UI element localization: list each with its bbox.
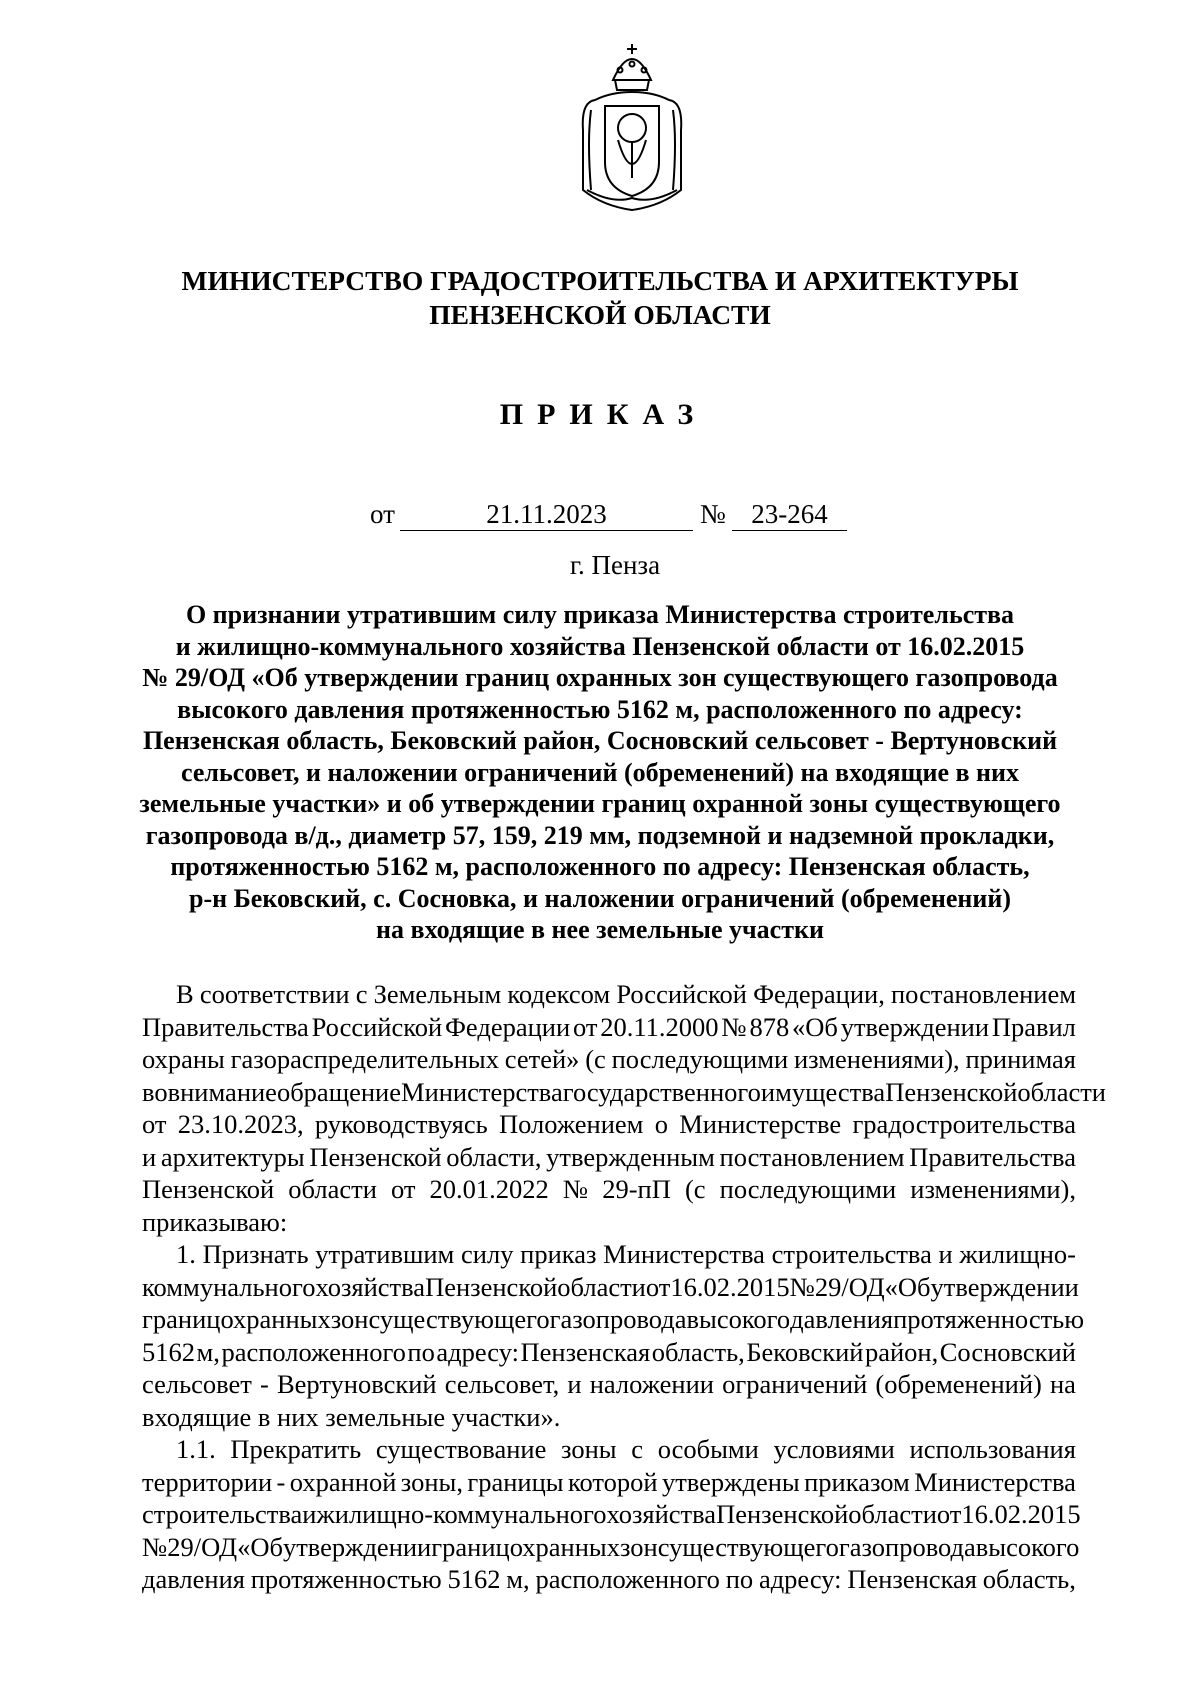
body-word: Российской	[311, 1011, 443, 1042]
body-word: газораспределительных	[230, 1044, 499, 1074]
body-word: №	[721, 1011, 747, 1042]
body-word: жилищно-	[959, 1239, 1076, 1269]
body-word: -	[260, 1369, 269, 1399]
body-word: 29-пП	[602, 1174, 671, 1204]
body-line	[142, 1076, 1106, 1109]
body-word: расположенного	[535, 1564, 720, 1594]
body-word: (с	[585, 1044, 606, 1074]
body-word: Прекратить	[230, 1434, 362, 1464]
body-word: утверждении	[282, 1531, 432, 1562]
document-title	[0, 599, 1200, 946]
body-word: во	[142, 1076, 168, 1107]
body-word: 23.10.2023,	[177, 1109, 304, 1139]
title-line: № 29/ОД «Об утверждении границ охранных зон существующего газопровода	[142, 663, 1058, 692]
body-word: 878	[749, 1011, 790, 1042]
body-word: о	[654, 1109, 668, 1139]
document-date: 21.11.2023	[400, 498, 693, 531]
body-word: №	[562, 1174, 589, 1204]
body-word: газопровода	[838, 1531, 976, 1562]
body-word: хозяйства	[315, 1271, 426, 1302]
body-word: от	[390, 1174, 416, 1204]
body-word: Пензенская	[847, 1564, 977, 1594]
body-word: зон	[330, 1304, 369, 1334]
body-line	[142, 1141, 1076, 1174]
body-word: строительства	[771, 1239, 932, 1269]
body-word: от	[572, 1011, 598, 1042]
body-word: приказ	[520, 1239, 597, 1269]
body-word: зоны,	[400, 1466, 463, 1497]
body-word: 20.11.2000	[600, 1011, 719, 1042]
body-word: изменениями),	[793, 1044, 960, 1074]
document-body	[142, 978, 1106, 1596]
city-line: г. Пенза	[569, 550, 661, 580]
body-word: условиями	[773, 1434, 895, 1464]
body-word: Министерства	[401, 1076, 563, 1107]
title-line: сельсовет, и наложении ограничений (обременений) на входящие в них	[180, 757, 1020, 787]
body-word: кодексом	[507, 979, 611, 1009]
body-word: 1.1.	[176, 1434, 216, 1464]
body-word: изменениями),	[910, 1174, 1076, 1204]
body-word: обращение	[276, 1076, 401, 1107]
body-word: охраны	[142, 1044, 225, 1074]
body-word: утверждении	[930, 1271, 1079, 1302]
ministry-name-line: ПЕНЗЕНСКОЙ ОБЛАСТИ	[429, 299, 771, 330]
body-word: коммунального	[142, 1271, 316, 1302]
penza-region-coat-of-arms-icon	[573, 40, 691, 212]
body-word: м,	[506, 1564, 530, 1594]
body-word: области,	[446, 1141, 542, 1172]
title-line: земельные участки» и об утверждении границ охранной зоны существующего	[139, 789, 1061, 818]
title-line: протяженностью 5162 м, расположенного по адресу: Пензенская область,	[170, 852, 1030, 881]
body-word: по	[725, 1564, 754, 1594]
body-word: государственного	[562, 1076, 761, 1107]
body-line: приказываю:	[142, 1206, 288, 1237]
body-word: постановлением	[719, 1141, 905, 1172]
body-line	[142, 1368, 1076, 1401]
ministry-name	[0, 264, 1200, 332]
body-word: давления	[790, 1304, 894, 1334]
body-word: принимая	[965, 1044, 1076, 1074]
body-word: силу	[461, 1239, 514, 1269]
body-line	[142, 1466, 1076, 1499]
body-word: приказом	[804, 1466, 910, 1497]
body-word: Российской	[616, 979, 747, 1009]
body-word: Пензенской	[716, 1499, 849, 1529]
body-word: охранной	[289, 1466, 397, 1497]
body-word: границы	[467, 1466, 564, 1497]
body-word: на	[1049, 1369, 1076, 1399]
body-word: Бековский	[746, 1336, 864, 1367]
body-word: последующими	[719, 1174, 897, 1204]
body-word: утвержденным	[546, 1141, 715, 1172]
body-word: (обременений)	[875, 1369, 1042, 1399]
body-line: входящие в них земельные участки».	[142, 1401, 561, 1432]
body-word: жилищно-коммунального	[316, 1499, 607, 1529]
body-word: Федерации,	[753, 979, 885, 1009]
body-word: Признать	[202, 1239, 309, 1269]
body-word: 16.02.2015	[961, 1499, 1081, 1529]
body-word: Пензенской	[425, 1271, 558, 1302]
body-word: и	[142, 1141, 157, 1172]
body-word: №	[789, 1271, 815, 1302]
body-word: 29/ОД	[167, 1531, 238, 1562]
body-word: расположенного	[221, 1336, 406, 1367]
body-word: существующего	[368, 1304, 550, 1334]
body-line	[142, 1108, 1076, 1141]
title-line: на входящие в нее земельные участки	[376, 915, 824, 944]
body-word: использования	[909, 1434, 1076, 1464]
body-word: области	[288, 1174, 377, 1204]
body-word: Министерстве	[679, 1109, 842, 1139]
body-word: высокого	[686, 1304, 791, 1334]
body-word: постановлением	[890, 979, 1076, 1009]
body-word: 5162	[142, 1336, 195, 1367]
body-word: градостроительства	[852, 1109, 1076, 1139]
body-word: охранных	[509, 1531, 620, 1562]
body-word: Пензенской	[885, 1076, 1018, 1107]
body-line	[142, 1173, 1076, 1206]
body-line	[142, 1531, 1080, 1564]
body-word: 1.	[176, 1239, 196, 1269]
body-word: Правил	[991, 1011, 1076, 1042]
body-word: которой	[567, 1466, 658, 1497]
document-type-heading: ПРИКАЗ	[499, 398, 708, 431]
title-line: газопровода в/д., диаметр 57, 159, 219 мм, подземной и надземной прокладки,	[145, 820, 1055, 850]
body-line	[142, 1238, 1076, 1271]
body-word: -	[276, 1466, 286, 1497]
number-label: №	[700, 499, 726, 529]
body-word: границ	[431, 1531, 510, 1562]
body-word: протяженностью	[250, 1564, 442, 1594]
body-word: газопровода	[549, 1304, 687, 1334]
body-word: ограничений	[722, 1369, 868, 1399]
body-line	[142, 1043, 1076, 1076]
body-line	[142, 1433, 1076, 1466]
body-word: Федерации	[445, 1011, 571, 1042]
body-word: зон	[619, 1531, 658, 1562]
body-word: Земельным	[373, 979, 502, 1009]
body-line	[142, 1011, 1076, 1044]
body-word: Правительства	[142, 1011, 309, 1042]
body-word: сельсовет,	[444, 1369, 560, 1399]
body-word: зоны	[561, 1434, 617, 1464]
body-word: руководствуясь	[314, 1109, 488, 1139]
body-word: «Об	[237, 1531, 283, 1562]
body-word: Министерства	[914, 1466, 1076, 1497]
body-word: от	[936, 1499, 962, 1529]
date-label: от	[370, 499, 395, 529]
body-word: строительства	[142, 1499, 303, 1529]
body-word: (с	[684, 1174, 706, 1204]
ministry-name-line: МИНИСТЕРСТВО ГРАДОСТРОИТЕЛЬСТВА И АРХИТЕКТУРЫ	[181, 265, 1019, 296]
body-word: от	[645, 1271, 671, 1302]
body-word: существование	[375, 1434, 547, 1464]
body-word: высокого	[975, 1531, 1080, 1562]
body-word: Министерства	[603, 1239, 765, 1269]
document-number: 23-264	[732, 498, 847, 531]
body-word: хозяйства	[606, 1499, 717, 1529]
body-line	[142, 1271, 1079, 1304]
body-word: области	[557, 1271, 646, 1302]
body-word: от	[142, 1109, 167, 1139]
body-word: сетей»	[504, 1044, 580, 1074]
body-word: и	[302, 1499, 317, 1529]
body-word: с	[631, 1434, 644, 1464]
body-word: 29/ОД	[814, 1271, 885, 1302]
body-word: соответствии	[199, 979, 350, 1009]
body-word: Пензенская	[520, 1336, 651, 1367]
body-word: м,	[196, 1336, 220, 1367]
body-word: «Об	[792, 1011, 838, 1042]
body-word: границ	[142, 1304, 221, 1334]
body-word: области	[848, 1499, 937, 1529]
title-line: Пензенская область, Бековский район, Сосновский сельсовет - Вертуновский	[142, 726, 1058, 755]
body-word: наложении	[589, 1369, 714, 1399]
body-word: Вертуновский	[276, 1369, 437, 1399]
body-word: район,	[864, 1336, 939, 1367]
body-word: внимание	[167, 1076, 277, 1107]
body-word: область,	[982, 1564, 1076, 1594]
body-word: Пензенской	[142, 1174, 275, 1204]
body-word: адресу:	[758, 1564, 842, 1594]
body-word: имущества	[760, 1076, 886, 1107]
body-word: сельсовет	[142, 1369, 252, 1399]
body-word: и	[938, 1239, 953, 1269]
body-word: 16.02.2015	[670, 1271, 790, 1302]
body-word: утверждены	[661, 1466, 800, 1497]
body-word: области	[1017, 1076, 1106, 1107]
body-word: и	[567, 1369, 582, 1399]
title-line: высокого давления протяженностью 5162 м, расположенного по адресу:	[177, 694, 1023, 724]
body-word: Положением	[498, 1109, 644, 1139]
body-word: область,	[651, 1336, 745, 1367]
title-line: О признании утратившим силу приказа Министерства строительства	[185, 600, 1015, 629]
body-word: Пензенской	[309, 1141, 442, 1172]
body-word: охранных	[220, 1304, 331, 1334]
body-word: Правительства	[909, 1141, 1076, 1172]
body-word: протяженностью	[893, 1304, 1085, 1334]
body-word: адресу:	[436, 1336, 519, 1367]
body-word: архитектуры	[160, 1141, 305, 1172]
body-word: особыми	[657, 1434, 759, 1464]
body-line	[142, 1563, 1076, 1596]
body-word: по	[407, 1336, 435, 1367]
title-line: р-н Бековский, с. Сосновка, и наложении ограничений (обременений)	[189, 883, 1011, 913]
body-line	[142, 1303, 1085, 1336]
body-word: №	[142, 1531, 168, 1562]
body-word: территории	[142, 1466, 273, 1497]
body-line	[142, 978, 1076, 1011]
body-word: с	[355, 979, 368, 1009]
body-word: 5162	[447, 1564, 501, 1594]
body-word: Сосновский	[939, 1336, 1076, 1367]
body-word: давления	[142, 1564, 245, 1594]
body-word: «Об	[884, 1271, 931, 1302]
body-word: В	[176, 979, 194, 1009]
body-word: утверждении	[840, 1011, 990, 1042]
body-line	[142, 1498, 1081, 1531]
body-word: утратившим	[315, 1239, 455, 1269]
body-line	[142, 1336, 1076, 1369]
title-line: и жилищно-коммунального хозяйства Пензенской области от 16.02.2015	[175, 631, 1025, 661]
body-word: последующими	[611, 1044, 789, 1074]
body-word: 20.01.2022	[429, 1174, 549, 1204]
body-word: существующего	[657, 1531, 839, 1562]
